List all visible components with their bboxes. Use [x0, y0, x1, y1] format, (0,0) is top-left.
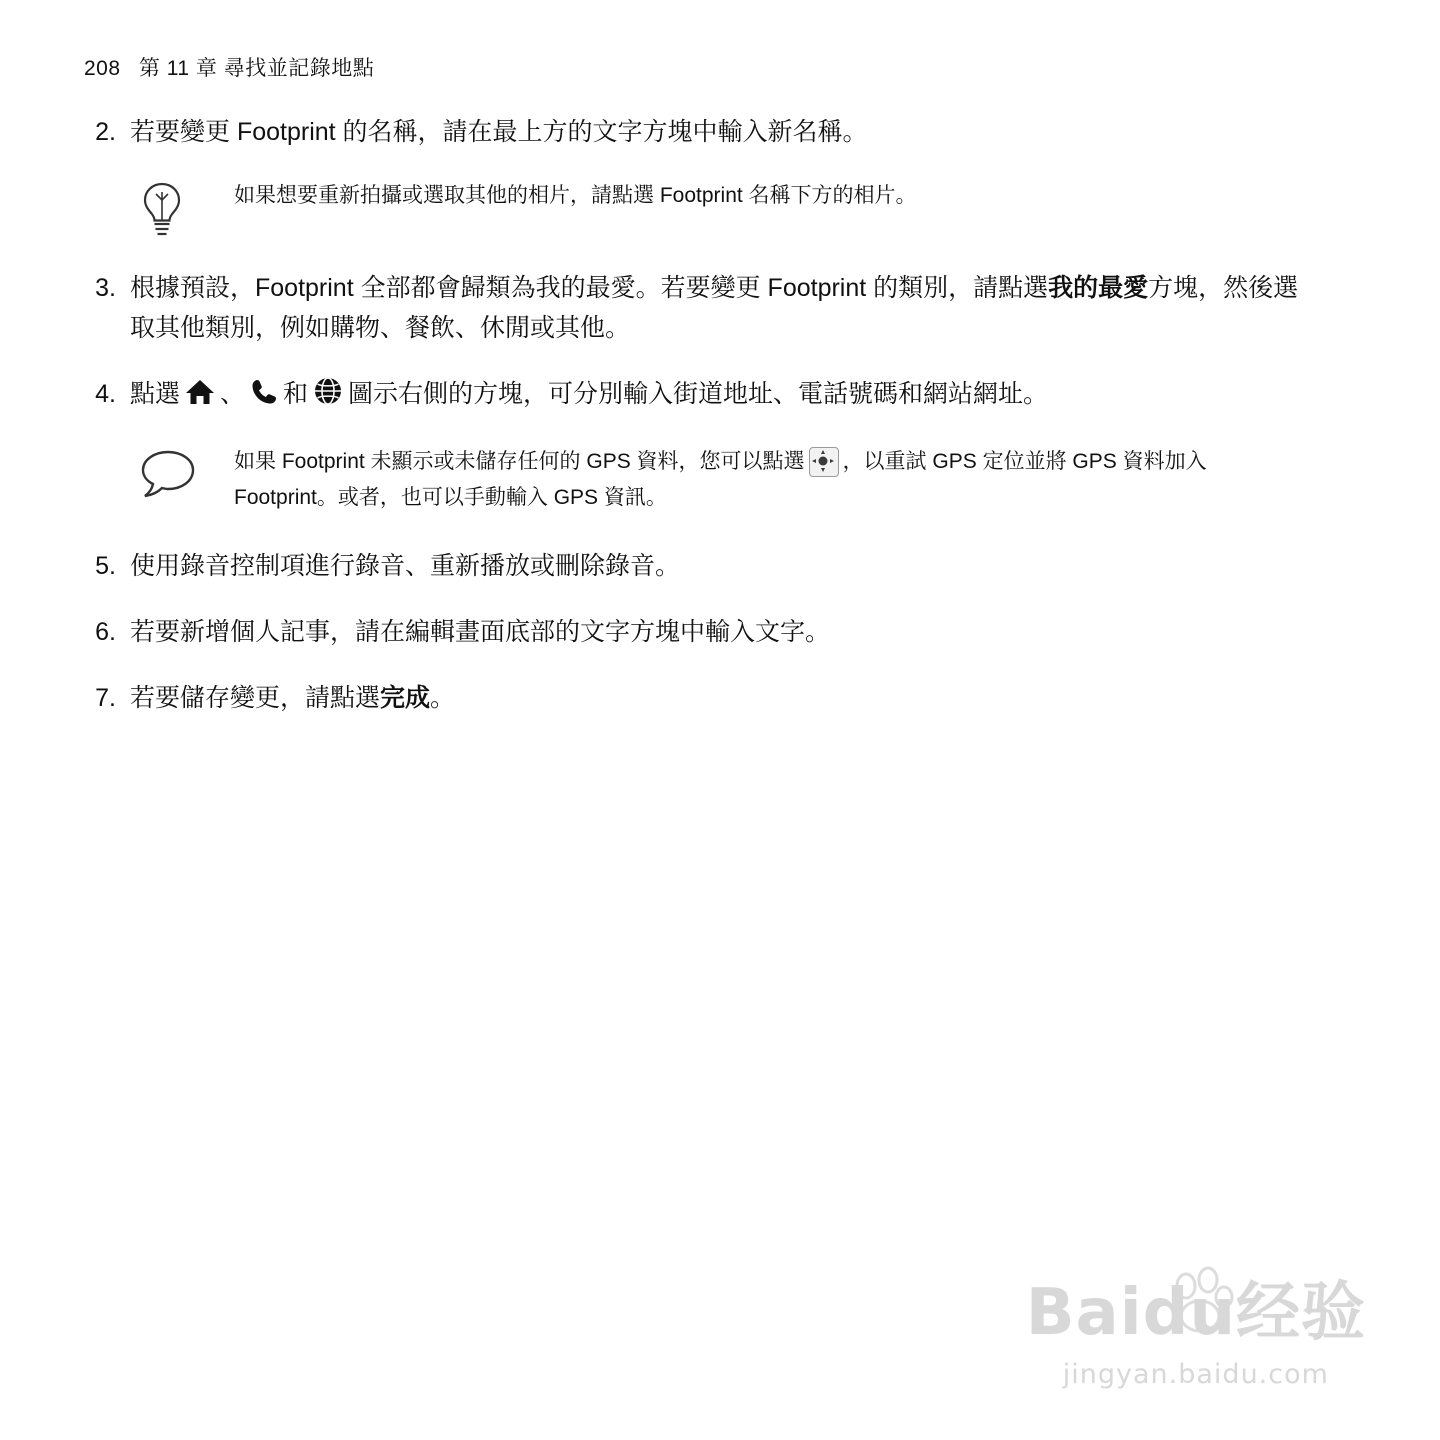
home-icon [185, 378, 215, 418]
info-text-before: 如果 Footprint 未顯示或未儲存任何的 GPS 資料，您可以點選 [234, 450, 805, 473]
lightbulb-icon [138, 178, 234, 238]
paw-icon [1164, 1266, 1234, 1336]
step-text [130, 678, 455, 718]
step-number: 4. [95, 380, 116, 408]
list-item [84, 678, 1360, 718]
tip-note [138, 178, 1360, 238]
step-text-before: 點選 [130, 380, 181, 408]
step-text-after: 方塊，然後選取其他類別，例如購物、餐飲、休閒或其他。 [130, 274, 1299, 342]
step-number: 6. [95, 618, 116, 646]
step-text [130, 374, 1048, 418]
list-item [84, 374, 1360, 418]
info-note [138, 444, 1360, 516]
steps-list [84, 112, 1360, 718]
step-number: 3. [95, 274, 116, 302]
step-text: 若要新增個人記事，請在編輯畫面底部的文字方塊中輸入文字。 [130, 618, 831, 646]
info-note-text [234, 444, 1294, 516]
page-header [84, 52, 1360, 82]
step-text-bold: 我的最愛 [1048, 274, 1149, 302]
speech-bubble-icon [138, 444, 234, 504]
list-item [84, 268, 1360, 348]
step-text-after: 。 [430, 684, 456, 712]
sep-1: 、 [220, 380, 246, 408]
list-item [84, 612, 1360, 652]
step-text-before: 根據預設，Footprint 全部都會歸類為我的最愛。若要變更 Footprint 的類別，請點選 [130, 274, 1049, 302]
step-text: 使用錄音控制項進行錄音、重新播放或刪除錄音。 [130, 552, 681, 580]
watermark-main: Baidu经验 [1025, 1276, 1366, 1350]
gps-target-icon [809, 447, 839, 477]
step-number: 2. [95, 118, 116, 146]
phone-icon [250, 378, 278, 418]
tip-note-text: 如果想要重新拍攝或選取其他的相片，請點選 Footprint 名稱下方的相片。 [234, 184, 917, 207]
step-number: 7. [95, 684, 116, 712]
list-item [84, 546, 1360, 586]
step-text-after: 圖示右側的方塊，可分別輸入街道地址、電話號碼和網站網址。 [348, 380, 1049, 408]
step-text-bold: 完成 [380, 684, 431, 712]
info-text-after: ，以重試 GPS 定位並將 GPS 資料加入 Footprint。或者，也可以手動輸入 GPS 資訊。 [234, 450, 1207, 509]
step-number: 5. [95, 552, 116, 580]
chapter-title: 第 11 章 尋找並記錄地點 [138, 57, 375, 80]
step-text-before: 若要儲存變更，請點選 [130, 684, 381, 712]
sep-2: 和 [283, 380, 309, 408]
watermark-sub: jingyan.baidu.com [1062, 1359, 1329, 1390]
globe-icon [313, 376, 343, 418]
step-text [130, 268, 1320, 348]
step-text: 若要變更 Footprint 的名稱，請在最上方的文字方塊中輸入新名稱。 [130, 118, 868, 146]
list-item [84, 112, 1360, 152]
page-number: 208 [84, 57, 121, 80]
